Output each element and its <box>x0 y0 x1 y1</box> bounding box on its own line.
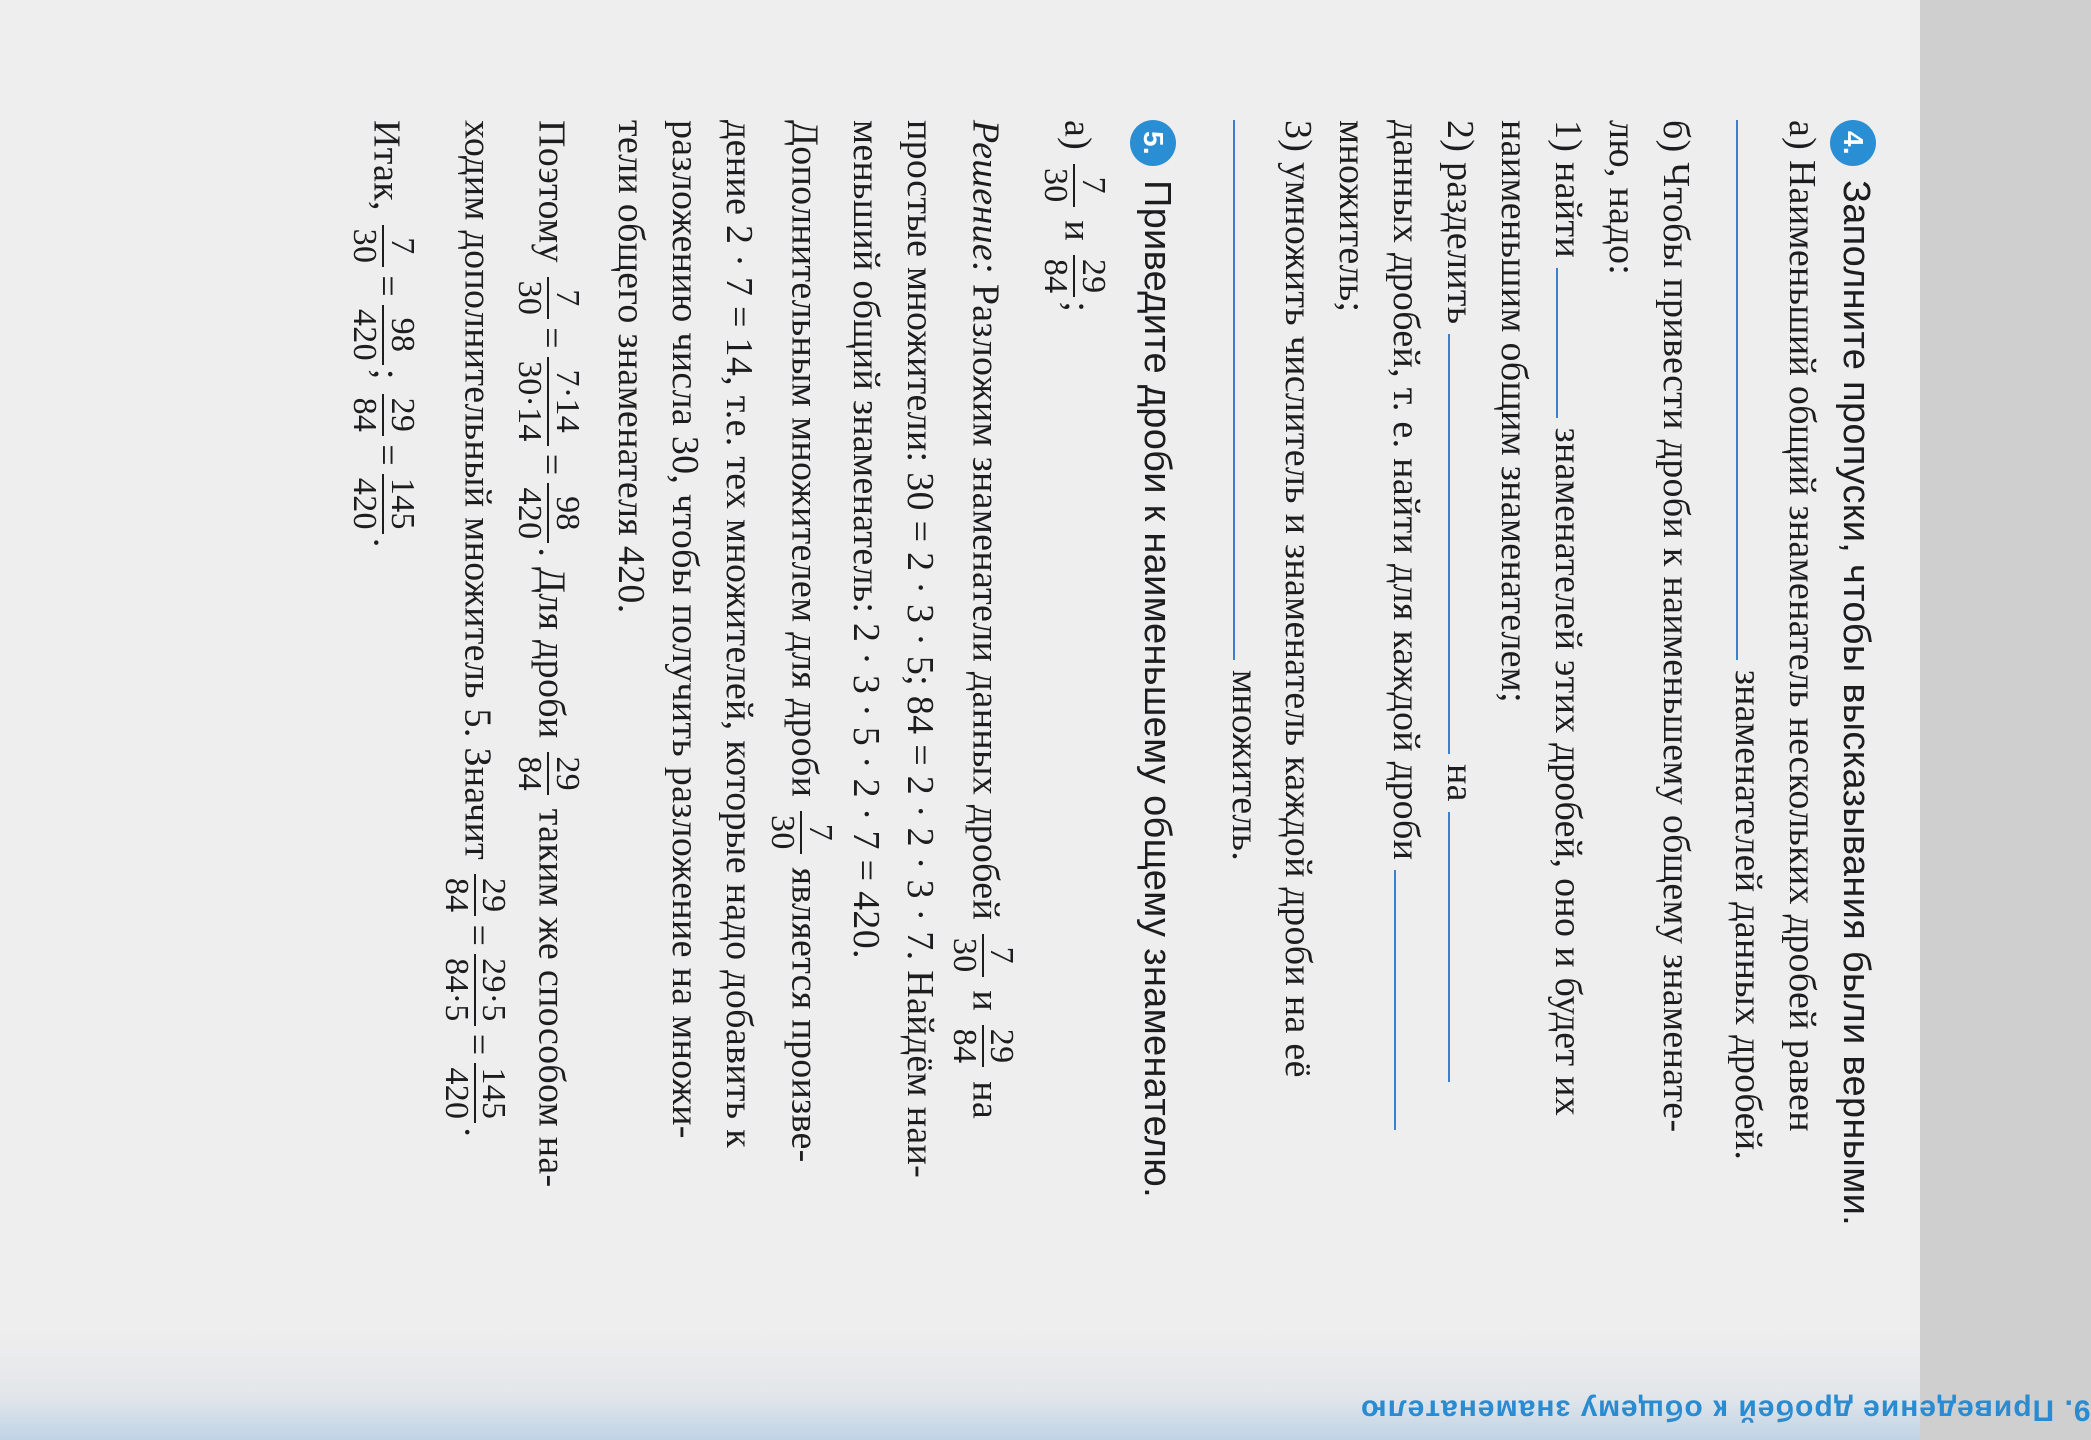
task-4b3-line2 <box>1217 120 1271 1380</box>
eq1-fraction-c: 98 420 <box>511 483 584 543</box>
task-4a-line1 <box>1774 120 1828 1380</box>
task-4a-prefix: а) <box>1781 120 1824 151</box>
final-fraction-c: 29 84 <box>347 394 420 437</box>
solution-text9-start: ходим дополнительный множитель 5. Значит <box>456 120 499 861</box>
solution-line8 <box>511 120 584 1380</box>
task-4a-text2: знаменателей данных дробей. <box>1727 669 1770 1161</box>
task-4b2-text2: данных дробей, т. е. найти для каждой дроби <box>1385 120 1428 861</box>
solution-label: Решение: <box>964 120 1007 275</box>
task-4 <box>1217 120 1882 1380</box>
solution-line2: простые множители: 30 = 2 · 3 · 5; 84 = 2 · 2 · 3 · 7. Найдём наи- <box>898 120 941 1179</box>
solution-text8-start: Поэтому <box>530 120 573 263</box>
solution-text10-start: Итак, <box>365 120 408 211</box>
solution-line10 <box>347 120 420 1380</box>
equals-sign: = <box>365 444 408 466</box>
eq1-fraction-b: 7·14 30·14 <box>511 357 584 446</box>
period: . <box>365 537 408 548</box>
final-fraction-a: 7 30 <box>347 225 420 268</box>
fraction-29-84: 29 84 <box>1037 255 1110 298</box>
task-4b2-mid: на <box>1439 764 1482 802</box>
task-5a-prefix: а) <box>1056 120 1099 151</box>
period: . <box>456 1127 499 1138</box>
final-fraction-b: 98 420 <box>347 305 420 365</box>
task-4-title: Заполните пропуски, чтобы высказывания были верными. <box>1835 180 1877 1227</box>
solution-text8-mid: . Для дроби <box>530 547 573 739</box>
task-5a-line <box>1037 120 1110 1380</box>
equals-sign: = <box>530 327 573 349</box>
solution-text4-start: Дополнительным множителем для дроби <box>783 120 826 798</box>
task-5a-end: ; <box>1056 301 1099 313</box>
task-4b3-line1: 3) умножить числитель и знаменатель каждой дроби на её <box>1277 120 1320 1078</box>
semicolon: ; <box>365 368 408 380</box>
solution-line3: меньший общий знаменатель: 2 · 3 · 5 · 2 · 7 = 420. <box>844 120 887 959</box>
blank-4a[interactable] <box>1736 120 1768 660</box>
fraction-7-30: 7 30 <box>765 811 838 854</box>
fraction-29-84: 29 84 <box>511 752 584 795</box>
task-4b2-prefix: 2) разделить <box>1439 120 1482 325</box>
task-5-number-badge: 5. <box>1130 120 1176 166</box>
task-4b1-line2: наименьшим общим знаменателем; <box>1493 120 1536 703</box>
equals-sign: = <box>530 453 573 476</box>
solution-text4-end: является произве- <box>783 867 826 1163</box>
equals-sign: = <box>456 1033 499 1056</box>
task-4b2-line2 <box>1378 120 1432 1380</box>
blank-4b1[interactable] <box>1556 268 1588 418</box>
task-4b-line1 <box>1648 120 1702 1380</box>
solution-line9 <box>438 120 511 1380</box>
solution-text1-end: на <box>964 1081 1007 1120</box>
eq2-fraction-c: 145 420 <box>438 1063 511 1123</box>
fraction-7-30: 7 30 <box>1037 164 1110 207</box>
blank-4b2-a[interactable] <box>1448 334 1480 754</box>
running-head: 9. Приведение дробей к общему знаменателю <box>1360 1393 2091 1426</box>
task-4b3-text2: множитель. <box>1223 669 1266 862</box>
task-5a-and: и <box>1056 220 1099 241</box>
task-5-title: Приведите дроби к наименьшему общему знаменателю. <box>1135 180 1178 1198</box>
solution-and: и <box>964 990 1007 1011</box>
fraction-7-30: 7 30 <box>946 934 1019 977</box>
solution-text8-end: таким же способом на- <box>530 808 573 1188</box>
equals-sign: = <box>365 275 408 297</box>
task-4b1-line1 <box>1540 120 1594 1380</box>
task-4b1-text1: знаменателей этих дробей, оно и будет их <box>1547 427 1590 1117</box>
eq1-fraction-a: 7 30 <box>511 277 584 320</box>
eq2-fraction-a: 29 84 <box>438 874 511 917</box>
task-4b-line2: лю, надо: <box>1601 120 1644 276</box>
task-4a-text1: Наименьший общий знаменатель нескольких дробей равен <box>1781 159 1824 1132</box>
task-4b2-line1 <box>1432 120 1486 1380</box>
solution-line4 <box>765 120 838 1380</box>
task-4-number-badge: 4. <box>1830 120 1876 166</box>
solution-text1: Разложим знаменатели данных дробей <box>964 283 1007 921</box>
eq2-fraction-b: 29·5 84·5 <box>438 954 511 1026</box>
solution-line6: разложению числа 30, чтобы получить разложение на множи- <box>663 120 706 1139</box>
final-fraction-d: 145 420 <box>347 474 420 534</box>
solution-line7: тели общего знаменателя 420. <box>609 120 652 614</box>
task-4b2-line3: множитель; <box>1331 120 1374 313</box>
equals-sign: = <box>456 924 499 947</box>
fraction-29-84: 29 84 <box>946 1025 1019 1068</box>
task-5 <box>347 120 1183 1380</box>
task-4a-line2 <box>1720 120 1774 1380</box>
solution-line1 <box>946 120 1019 1380</box>
blank-4b3[interactable] <box>1233 120 1265 660</box>
solution-line5: дение 2 · 7 = 14, т.е. тех множителей, которые надо добавить к <box>717 120 760 1148</box>
blank-4b2-b[interactable] <box>1448 812 1480 1082</box>
task-4b-text1: Чтобы привести дроби к наименьшему общему знаменате- <box>1655 162 1698 1133</box>
task-4b1-prefix: 1) найти <box>1547 120 1590 259</box>
task-4b-prefix: б) <box>1655 120 1698 153</box>
blank-4b2-c[interactable] <box>1394 870 1426 1130</box>
